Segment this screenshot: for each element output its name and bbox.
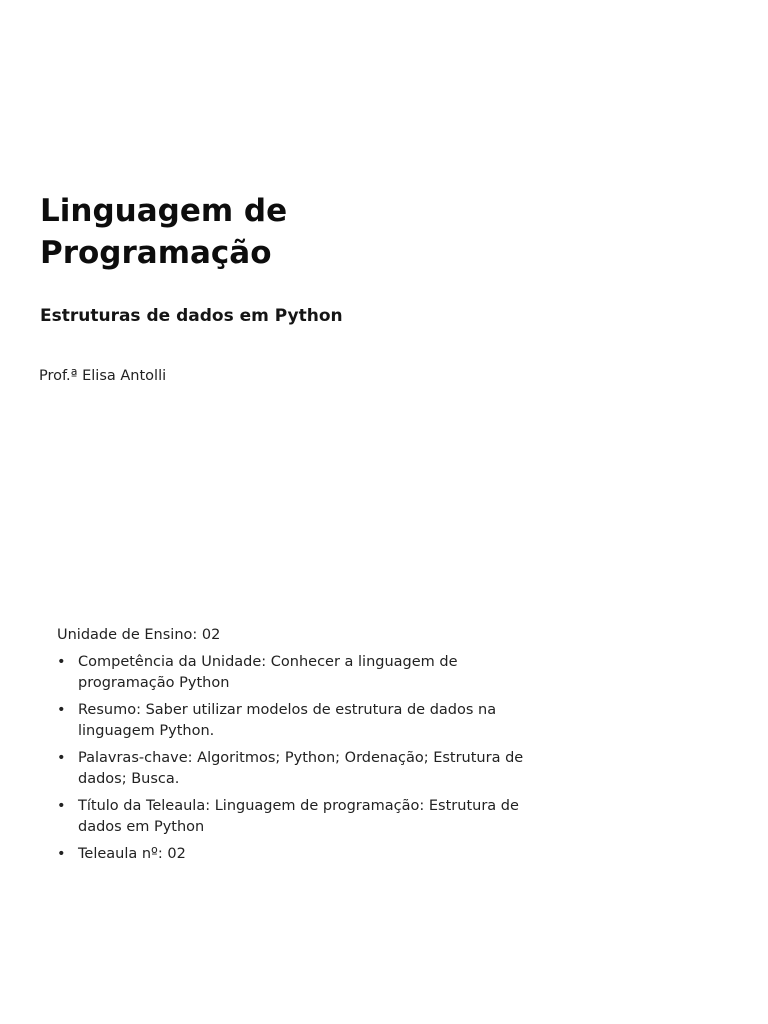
- document-title-line-2: Programação: [40, 235, 272, 271]
- list-item-text: Título da Teleaula: Linguagem de programação: Estrutura de dados em Python: [78, 798, 519, 835]
- document-subtitle: Estruturas de dados em Python: [40, 306, 343, 326]
- list-item-text: Resumo: Saber utilizar modelos de estrutura de dados na linguagem Python.: [78, 702, 497, 739]
- bullet-icon: •: [57, 654, 66, 670]
- list-item-titulo-teleaula: [57, 796, 557, 838]
- unit-info-section: [57, 625, 557, 871]
- bullet-icon: •: [57, 798, 66, 814]
- bullet-icon: •: [57, 702, 66, 718]
- document-title: [40, 190, 287, 274]
- list-item-text: Palavras-chave: Algoritmos; Python; Ordenação; Estrutura de dados; Busca.: [78, 750, 524, 787]
- unit-info-list: [57, 652, 557, 865]
- unit-heading: Unidade de Ensino: 02: [57, 627, 221, 643]
- list-item-competencia: [57, 652, 557, 694]
- list-item-text: Competência da Unidade: Conhecer a linguagem de programação Python: [78, 654, 458, 691]
- bullet-icon: •: [57, 846, 66, 862]
- document-title-line-1: Linguagem de: [40, 193, 288, 229]
- list-item-text: Teleaula nº: 02: [78, 846, 186, 862]
- list-item-resumo: [57, 700, 557, 742]
- bullet-icon: •: [57, 750, 66, 766]
- list-item-teleaula-numero: [57, 844, 557, 865]
- author-name: Prof.ª Elisa Antolli: [39, 368, 167, 384]
- list-item-palavras-chave: [57, 748, 557, 790]
